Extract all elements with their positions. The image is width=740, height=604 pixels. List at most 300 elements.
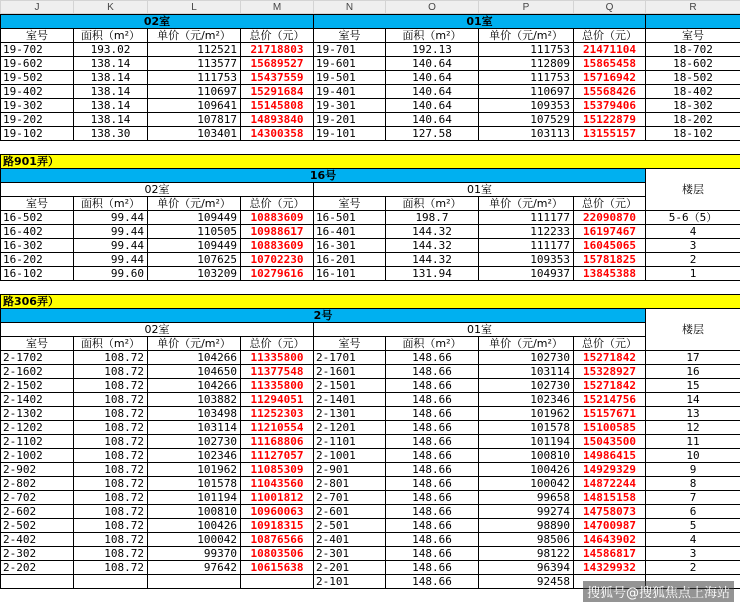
table-cell[interactable]: 148.66 <box>385 434 479 449</box>
table-cell[interactable]: 19-701 <box>313 42 386 57</box>
table-cell[interactable]: 19-401 <box>313 84 386 99</box>
table-cell[interactable]: 98890 <box>478 518 574 533</box>
table-cell[interactable] <box>73 574 148 589</box>
table-cell[interactable]: 108.72 <box>73 448 148 463</box>
table-cell[interactable]: 108.72 <box>73 490 148 505</box>
table-cell[interactable]: 2-402 <box>0 532 74 547</box>
floor-cell[interactable]: 10 <box>645 448 740 463</box>
table-cell[interactable]: 100042 <box>478 476 574 491</box>
total-price-cell[interactable]: 10883609 <box>240 210 314 225</box>
table-cell[interactable]: 110697 <box>478 84 574 99</box>
table-cell[interactable]: 193.02 <box>73 42 148 57</box>
column-header-o[interactable]: O <box>385 0 479 14</box>
table-cell[interactable]: 19-402 <box>0 84 74 99</box>
total-price-cell[interactable]: 10615638 <box>240 560 314 575</box>
table-cell[interactable]: 2-801 <box>313 476 386 491</box>
col-label: 单价（元/m²） <box>147 336 241 351</box>
table-cell[interactable]: 92458 <box>478 574 574 589</box>
table-cell[interactable]: 109641 <box>147 98 241 113</box>
table-cell[interactable]: 19-702 <box>0 42 74 57</box>
floor-cell[interactable]: 3 <box>645 238 740 253</box>
floor-cell[interactable]: 5-6（5） <box>645 210 740 225</box>
table-cell[interactable]: 108.72 <box>73 420 148 435</box>
table-cell[interactable]: 107817 <box>147 112 241 127</box>
table-cell[interactable]: 16-401 <box>313 224 386 239</box>
column-header-k[interactable]: K <box>73 0 148 14</box>
table-cell[interactable]: 108.72 <box>73 350 148 365</box>
total-price-cell[interactable]: 15291684 <box>240 84 314 99</box>
total-price-cell[interactable]: 11335800 <box>240 378 314 393</box>
table-cell[interactable]: 2-1002 <box>0 448 74 463</box>
watermark: 搜狐号@搜狐焦点上海站 <box>583 581 734 602</box>
table-cell[interactable]: 2-301 <box>313 546 386 561</box>
table-cell[interactable]: 103114 <box>478 364 574 379</box>
table-cell[interactable]: 99.60 <box>73 266 148 281</box>
table-cell[interactable]: 2-1001 <box>313 448 386 463</box>
table-cell[interactable]: 2-1502 <box>0 378 74 393</box>
table-cell[interactable]: 2-1102 <box>0 434 74 449</box>
total-price-cell[interactable]: 15043500 <box>573 434 646 449</box>
total-price-cell[interactable]: 15568426 <box>573 84 646 99</box>
total-price-cell[interactable]: 11168806 <box>240 434 314 449</box>
total-price-cell[interactable]: 10279616 <box>240 266 314 281</box>
table-cell[interactable]: 103882 <box>147 392 241 407</box>
table-cell[interactable]: 138.14 <box>73 56 148 71</box>
total-price-cell[interactable]: 15145808 <box>240 98 314 113</box>
table-cell[interactable]: 99.44 <box>73 210 148 225</box>
table-cell[interactable]: 108.72 <box>73 462 148 477</box>
total-price-cell[interactable]: 11210554 <box>240 420 314 435</box>
table-cell[interactable]: 144.32 <box>385 252 479 267</box>
total-price-cell[interactable]: 13155157 <box>573 126 646 141</box>
table-cell[interactable]: 102346 <box>147 448 241 463</box>
table-cell[interactable]: 138.14 <box>73 84 148 99</box>
table-cell[interactable]: 19-101 <box>313 126 386 141</box>
table-cell[interactable]: 111177 <box>478 210 574 225</box>
total-price-cell[interactable]: 16045065 <box>573 238 646 253</box>
table-cell[interactable]: 110505 <box>147 224 241 239</box>
table-cell[interactable]: 104937 <box>478 266 574 281</box>
col-label: 面积（m²） <box>385 28 479 43</box>
column-header-r[interactable]: R <box>645 0 740 14</box>
floor-cell[interactable]: 13 <box>645 406 740 421</box>
table-cell[interactable]: 16-201 <box>313 252 386 267</box>
table-cell[interactable]: 99.44 <box>73 224 148 239</box>
total-price-cell[interactable]: 11001812 <box>240 490 314 505</box>
total-price-cell[interactable]: 15437559 <box>240 70 314 85</box>
table-cell[interactable]: 108.72 <box>73 546 148 561</box>
table-cell[interactable]: 2-502 <box>0 518 74 533</box>
table-cell[interactable]: 148.66 <box>385 490 479 505</box>
table-cell[interactable]: 113577 <box>147 56 241 71</box>
total-price-cell[interactable]: 14586817 <box>573 546 646 561</box>
total-price-cell[interactable]: 11294051 <box>240 392 314 407</box>
table-cell[interactable]: 96394 <box>478 560 574 575</box>
table-cell[interactable]: 148.66 <box>385 350 479 365</box>
col-label: 单价（元/m²） <box>147 196 241 211</box>
floor-cell[interactable]: 6 <box>645 504 740 519</box>
table-cell[interactable]: 18-102 <box>645 126 740 141</box>
total-price-cell[interactable]: 15214756 <box>573 392 646 407</box>
table-cell[interactable]: 16-101 <box>313 266 386 281</box>
total-price-cell[interactable]: 14872244 <box>573 476 646 491</box>
table-cell[interactable]: 111753 <box>478 42 574 57</box>
table-cell[interactable]: 2-1202 <box>0 420 74 435</box>
table-cell[interactable]: 2-1101 <box>313 434 386 449</box>
table-cell[interactable]: 99274 <box>478 504 574 519</box>
table-cell[interactable]: 2-802 <box>0 476 74 491</box>
table-cell[interactable]: 2-902 <box>0 462 74 477</box>
col-label: 单价（元/m²） <box>478 336 574 351</box>
table-cell[interactable]: 108.72 <box>73 518 148 533</box>
floor-cell[interactable]: 9 <box>645 462 740 477</box>
table-cell[interactable]: 108.72 <box>73 378 148 393</box>
table-cell[interactable]: 148.66 <box>385 392 479 407</box>
total-price-cell[interactable]: 15716942 <box>573 70 646 85</box>
building-title: 16号 <box>0 168 646 183</box>
floor-cell[interactable]: 15 <box>645 378 740 393</box>
col-label: 单价（元/m²） <box>478 28 574 43</box>
total-price-cell[interactable]: 14300358 <box>240 126 314 141</box>
table-cell[interactable]: 16-202 <box>0 252 74 267</box>
block-banner: 路306弄） <box>0 294 740 309</box>
table-cell[interactable]: 2-1301 <box>313 406 386 421</box>
table-cell[interactable]: 148.66 <box>385 462 479 477</box>
table-cell[interactable]: 112809 <box>478 56 574 71</box>
table-cell[interactable]: 198.7 <box>385 210 479 225</box>
table-cell[interactable]: 108.72 <box>73 406 148 421</box>
total-price-cell[interactable]: 11127057 <box>240 448 314 463</box>
table-cell[interactable] <box>147 574 241 589</box>
floor-cell[interactable]: 5 <box>645 518 740 533</box>
total-price-cell[interactable]: 15781825 <box>573 252 646 267</box>
group-01-header: 01室 <box>313 182 646 197</box>
total-price-cell[interactable]: 11252303 <box>240 406 314 421</box>
col-label: 总价（元） <box>240 28 314 43</box>
col-label: 室号 <box>0 28 74 43</box>
table-cell[interactable]: 127.58 <box>385 126 479 141</box>
table-cell[interactable]: 18-502 <box>645 70 740 85</box>
total-price-cell[interactable]: 21471104 <box>573 42 646 57</box>
floor-cell[interactable]: 12 <box>645 420 740 435</box>
table-cell[interactable]: 138.14 <box>73 112 148 127</box>
total-price-cell[interactable]: 15271842 <box>573 378 646 393</box>
total-price-cell[interactable]: 11335800 <box>240 350 314 365</box>
table-cell[interactable]: 19-502 <box>0 70 74 85</box>
column-header-q[interactable]: Q <box>573 0 646 14</box>
col-label: 面积（m²） <box>385 196 479 211</box>
table-cell[interactable]: 99370 <box>147 546 241 561</box>
group-02-header: 02室 <box>0 14 314 29</box>
total-price-cell[interactable] <box>240 574 314 589</box>
table-cell[interactable]: 103401 <box>147 126 241 141</box>
table-cell[interactable]: 2-1701 <box>313 350 386 365</box>
table-cell[interactable]: 100426 <box>147 518 241 533</box>
table-cell[interactable]: 2-201 <box>313 560 386 575</box>
table-cell[interactable]: 2-1501 <box>313 378 386 393</box>
col-label: 室号 <box>0 196 74 211</box>
table-cell[interactable]: 18-302 <box>645 98 740 113</box>
total-price-cell[interactable]: 15122879 <box>573 112 646 127</box>
total-price-cell[interactable]: 10918315 <box>240 518 314 533</box>
table-cell[interactable]: 101962 <box>478 406 574 421</box>
total-price-cell[interactable]: 21718803 <box>240 42 314 57</box>
table-cell[interactable]: 140.64 <box>385 56 479 71</box>
col-label: 总价（元） <box>573 196 646 211</box>
table-cell[interactable]: 103498 <box>147 406 241 421</box>
table-cell[interactable]: 109449 <box>147 210 241 225</box>
total-price-cell[interactable]: 22090870 <box>573 210 646 225</box>
total-price-cell[interactable]: 11043560 <box>240 476 314 491</box>
table-cell[interactable]: 98506 <box>478 532 574 547</box>
table-cell[interactable]: 144.32 <box>385 224 479 239</box>
table-cell[interactable]: 2-202 <box>0 560 74 575</box>
table-cell[interactable]: 2-1601 <box>313 364 386 379</box>
table-cell[interactable]: 100810 <box>478 448 574 463</box>
total-price-cell[interactable]: 15271842 <box>573 350 646 365</box>
table-cell[interactable]: 108.72 <box>73 560 148 575</box>
total-price-cell[interactable]: 14929329 <box>573 462 646 477</box>
block-banner: 路901弄） <box>0 154 740 169</box>
building-title: 2号 <box>0 308 646 323</box>
total-price-cell[interactable]: 11377548 <box>240 364 314 379</box>
table-cell[interactable]: 110697 <box>147 84 241 99</box>
total-price-cell[interactable]: 14643902 <box>573 532 646 547</box>
table-cell[interactable]: 99658 <box>478 490 574 505</box>
col-label: 面积（m²） <box>73 28 148 43</box>
floor-cell[interactable]: 7 <box>645 490 740 505</box>
table-cell[interactable]: 111753 <box>147 70 241 85</box>
table-cell[interactable]: 101194 <box>478 434 574 449</box>
table-cell[interactable]: 19-601 <box>313 56 386 71</box>
total-price-cell[interactable]: 16197467 <box>573 224 646 239</box>
table-cell[interactable]: 148.66 <box>385 546 479 561</box>
table-cell[interactable]: 2-501 <box>313 518 386 533</box>
floor-cell[interactable]: 8 <box>645 476 740 491</box>
table-cell[interactable]: 2-901 <box>313 462 386 477</box>
table-cell[interactable]: 148.66 <box>385 476 479 491</box>
table-cell[interactable]: 101578 <box>147 476 241 491</box>
total-price-cell[interactable]: 14700987 <box>573 518 646 533</box>
table-cell[interactable]: 148.66 <box>385 378 479 393</box>
table-cell[interactable]: 108.72 <box>73 532 148 547</box>
floor-label: 楼层 <box>645 308 740 351</box>
total-price-cell[interactable]: 10876566 <box>240 532 314 547</box>
table-cell[interactable] <box>0 574 74 589</box>
table-cell[interactable]: 148.66 <box>385 504 479 519</box>
table-cell[interactable]: 138.14 <box>73 70 148 85</box>
table-cell[interactable]: 148.66 <box>385 364 479 379</box>
table-cell[interactable]: 2-401 <box>313 532 386 547</box>
column-header-p[interactable]: P <box>478 0 574 14</box>
table-cell[interactable]: 102730 <box>478 378 574 393</box>
table-cell[interactable]: 140.64 <box>385 70 479 85</box>
table-cell[interactable]: 148.66 <box>385 448 479 463</box>
table-cell[interactable]: 138.14 <box>73 98 148 113</box>
total-price-cell[interactable]: 15865458 <box>573 56 646 71</box>
floor-cell[interactable]: 11 <box>645 434 740 449</box>
table-cell[interactable]: 18-702 <box>645 42 740 57</box>
col-label: 总价（元） <box>573 336 646 351</box>
table-cell[interactable]: 100810 <box>147 504 241 519</box>
column-header-n[interactable]: N <box>313 0 386 14</box>
table-cell[interactable]: 140.64 <box>385 98 479 113</box>
col-label: 面积（m²） <box>73 336 148 351</box>
total-price-cell[interactable]: 13845388 <box>573 266 646 281</box>
table-cell[interactable]: 103209 <box>147 266 241 281</box>
total-price-cell[interactable]: 15689527 <box>240 56 314 71</box>
floor-cell[interactable]: 3 <box>645 546 740 561</box>
table-cell[interactable]: 192.13 <box>385 42 479 57</box>
total-price-cell[interactable]: 10960063 <box>240 504 314 519</box>
table-cell[interactable]: 108.72 <box>73 434 148 449</box>
col-label: 单价（元/m²） <box>147 28 241 43</box>
table-cell[interactable]: 148.66 <box>385 560 479 575</box>
table-cell[interactable]: 100426 <box>478 462 574 477</box>
total-price-cell[interactable]: 15157671 <box>573 406 646 421</box>
table-cell[interactable]: 140.64 <box>385 84 479 99</box>
table-cell[interactable]: 112233 <box>478 224 574 239</box>
table-cell[interactable]: 103114 <box>147 420 241 435</box>
table-cell[interactable]: 102730 <box>147 434 241 449</box>
table-cell[interactable]: 19-301 <box>313 98 386 113</box>
col-label: 室号 <box>645 28 740 43</box>
table-cell[interactable]: 104266 <box>147 378 241 393</box>
table-cell[interactable]: 108.72 <box>73 504 148 519</box>
table-cell[interactable]: 18-402 <box>645 84 740 99</box>
table-cell[interactable]: 2-602 <box>0 504 74 519</box>
total-price-cell[interactable]: 10988617 <box>240 224 314 239</box>
table-cell[interactable]: 102730 <box>478 350 574 365</box>
total-price-cell[interactable]: 15100585 <box>573 420 646 435</box>
total-price-cell[interactable]: 10883609 <box>240 238 314 253</box>
total-price-cell[interactable]: 10803506 <box>240 546 314 561</box>
table-cell[interactable]: 16-402 <box>0 224 74 239</box>
table-cell[interactable]: 19-201 <box>313 112 386 127</box>
floor-cell[interactable]: 1 <box>645 266 740 281</box>
table-cell[interactable]: 140.64 <box>385 112 479 127</box>
table-cell[interactable]: 104266 <box>147 350 241 365</box>
table-cell[interactable]: 16-301 <box>313 238 386 253</box>
floor-cell[interactable]: 17 <box>645 350 740 365</box>
table-cell[interactable]: 19-102 <box>0 126 74 141</box>
floor-cell[interactable]: 2 <box>645 560 740 575</box>
table-cell[interactable]: 111753 <box>478 70 574 85</box>
table-cell[interactable]: 2-1602 <box>0 364 74 379</box>
table-cell[interactable]: 104650 <box>147 364 241 379</box>
table-cell[interactable]: 101962 <box>147 462 241 477</box>
total-price-cell[interactable]: 14329932 <box>573 560 646 575</box>
table-cell[interactable]: 19-602 <box>0 56 74 71</box>
table-cell[interactable]: 18-202 <box>645 112 740 127</box>
column-header-l[interactable]: L <box>147 0 241 14</box>
table-cell[interactable]: 131.94 <box>385 266 479 281</box>
total-price-cell[interactable]: 14815158 <box>573 490 646 505</box>
table-cell[interactable]: 2-702 <box>0 490 74 505</box>
table-cell[interactable]: 2-1702 <box>0 350 74 365</box>
table-cell[interactable]: 108.72 <box>73 392 148 407</box>
col-label: 总价（元） <box>573 28 646 43</box>
table-cell[interactable]: 101578 <box>478 420 574 435</box>
total-price-cell[interactable]: 10702230 <box>240 252 314 267</box>
floor-cell[interactable]: 4 <box>645 224 740 239</box>
table-cell[interactable]: 112521 <box>147 42 241 57</box>
table-cell[interactable]: 148.66 <box>385 406 479 421</box>
table-cell[interactable]: 108.72 <box>73 476 148 491</box>
table-cell[interactable]: 148.66 <box>385 420 479 435</box>
table-cell[interactable]: 109449 <box>147 238 241 253</box>
group-blank <box>645 14 740 29</box>
table-cell[interactable]: 16-501 <box>313 210 386 225</box>
table-cell[interactable]: 16-502 <box>0 210 74 225</box>
floor-cell[interactable]: 16 <box>645 364 740 379</box>
table-cell[interactable]: 19-501 <box>313 70 386 85</box>
col-label: 室号 <box>0 336 74 351</box>
table-cell[interactable]: 109353 <box>478 98 574 113</box>
total-price-cell[interactable]: 15328927 <box>573 364 646 379</box>
table-cell[interactable]: 107625 <box>147 252 241 267</box>
column-header-m[interactable]: M <box>240 0 314 14</box>
total-price-cell[interactable]: 14986415 <box>573 448 646 463</box>
col-label: 室号 <box>313 28 386 43</box>
table-cell[interactable]: 99.44 <box>73 238 148 253</box>
table-cell[interactable]: 107529 <box>478 112 574 127</box>
column-header-j[interactable]: J <box>0 0 74 14</box>
total-price-cell[interactable]: 14893840 <box>240 112 314 127</box>
table-cell[interactable]: 2-101 <box>313 574 386 589</box>
table-cell[interactable]: 111177 <box>478 238 574 253</box>
table-cell[interactable]: 2-1302 <box>0 406 74 421</box>
col-label: 单价（元/m²） <box>478 196 574 211</box>
total-price-cell[interactable]: 14758073 <box>573 504 646 519</box>
group-02-header: 02室 <box>0 182 314 197</box>
table-cell[interactable]: 148.66 <box>385 574 479 589</box>
table-cell[interactable]: 18-602 <box>645 56 740 71</box>
table-cell[interactable]: 103113 <box>478 126 574 141</box>
table-cell[interactable]: 2-601 <box>313 504 386 519</box>
table-cell[interactable]: 2-701 <box>313 490 386 505</box>
table-cell[interactable]: 19-302 <box>0 98 74 113</box>
table-cell[interactable]: 144.32 <box>385 238 479 253</box>
table-cell[interactable]: 2-1402 <box>0 392 74 407</box>
col-label: 总价（元） <box>240 336 314 351</box>
table-cell[interactable]: 2-302 <box>0 546 74 561</box>
table-cell[interactable]: 101194 <box>147 490 241 505</box>
table-cell[interactable]: 148.66 <box>385 532 479 547</box>
table-cell[interactable]: 148.66 <box>385 518 479 533</box>
table-cell[interactable]: 97642 <box>147 560 241 575</box>
table-cell[interactable]: 100042 <box>147 532 241 547</box>
table-cell[interactable]: 102346 <box>478 392 574 407</box>
table-cell[interactable]: 109353 <box>478 252 574 267</box>
total-price-cell[interactable]: 11085309 <box>240 462 314 477</box>
table-cell[interactable]: 99.44 <box>73 252 148 267</box>
col-label: 总价（元） <box>240 196 314 211</box>
total-price-cell[interactable]: 15379406 <box>573 98 646 113</box>
table-cell[interactable]: 138.30 <box>73 126 148 141</box>
table-cell[interactable]: 16-102 <box>0 266 74 281</box>
table-cell[interactable]: 2-1401 <box>313 392 386 407</box>
floor-cell[interactable]: 14 <box>645 392 740 407</box>
table-cell[interactable]: 2-1201 <box>313 420 386 435</box>
table-cell[interactable]: 16-302 <box>0 238 74 253</box>
table-cell[interactable]: 98122 <box>478 546 574 561</box>
col-label: 面积（m²） <box>385 336 479 351</box>
floor-cell[interactable]: 4 <box>645 532 740 547</box>
table-cell[interactable]: 108.72 <box>73 364 148 379</box>
floor-cell[interactable]: 2 <box>645 252 740 267</box>
table-cell[interactable]: 19-202 <box>0 112 74 127</box>
